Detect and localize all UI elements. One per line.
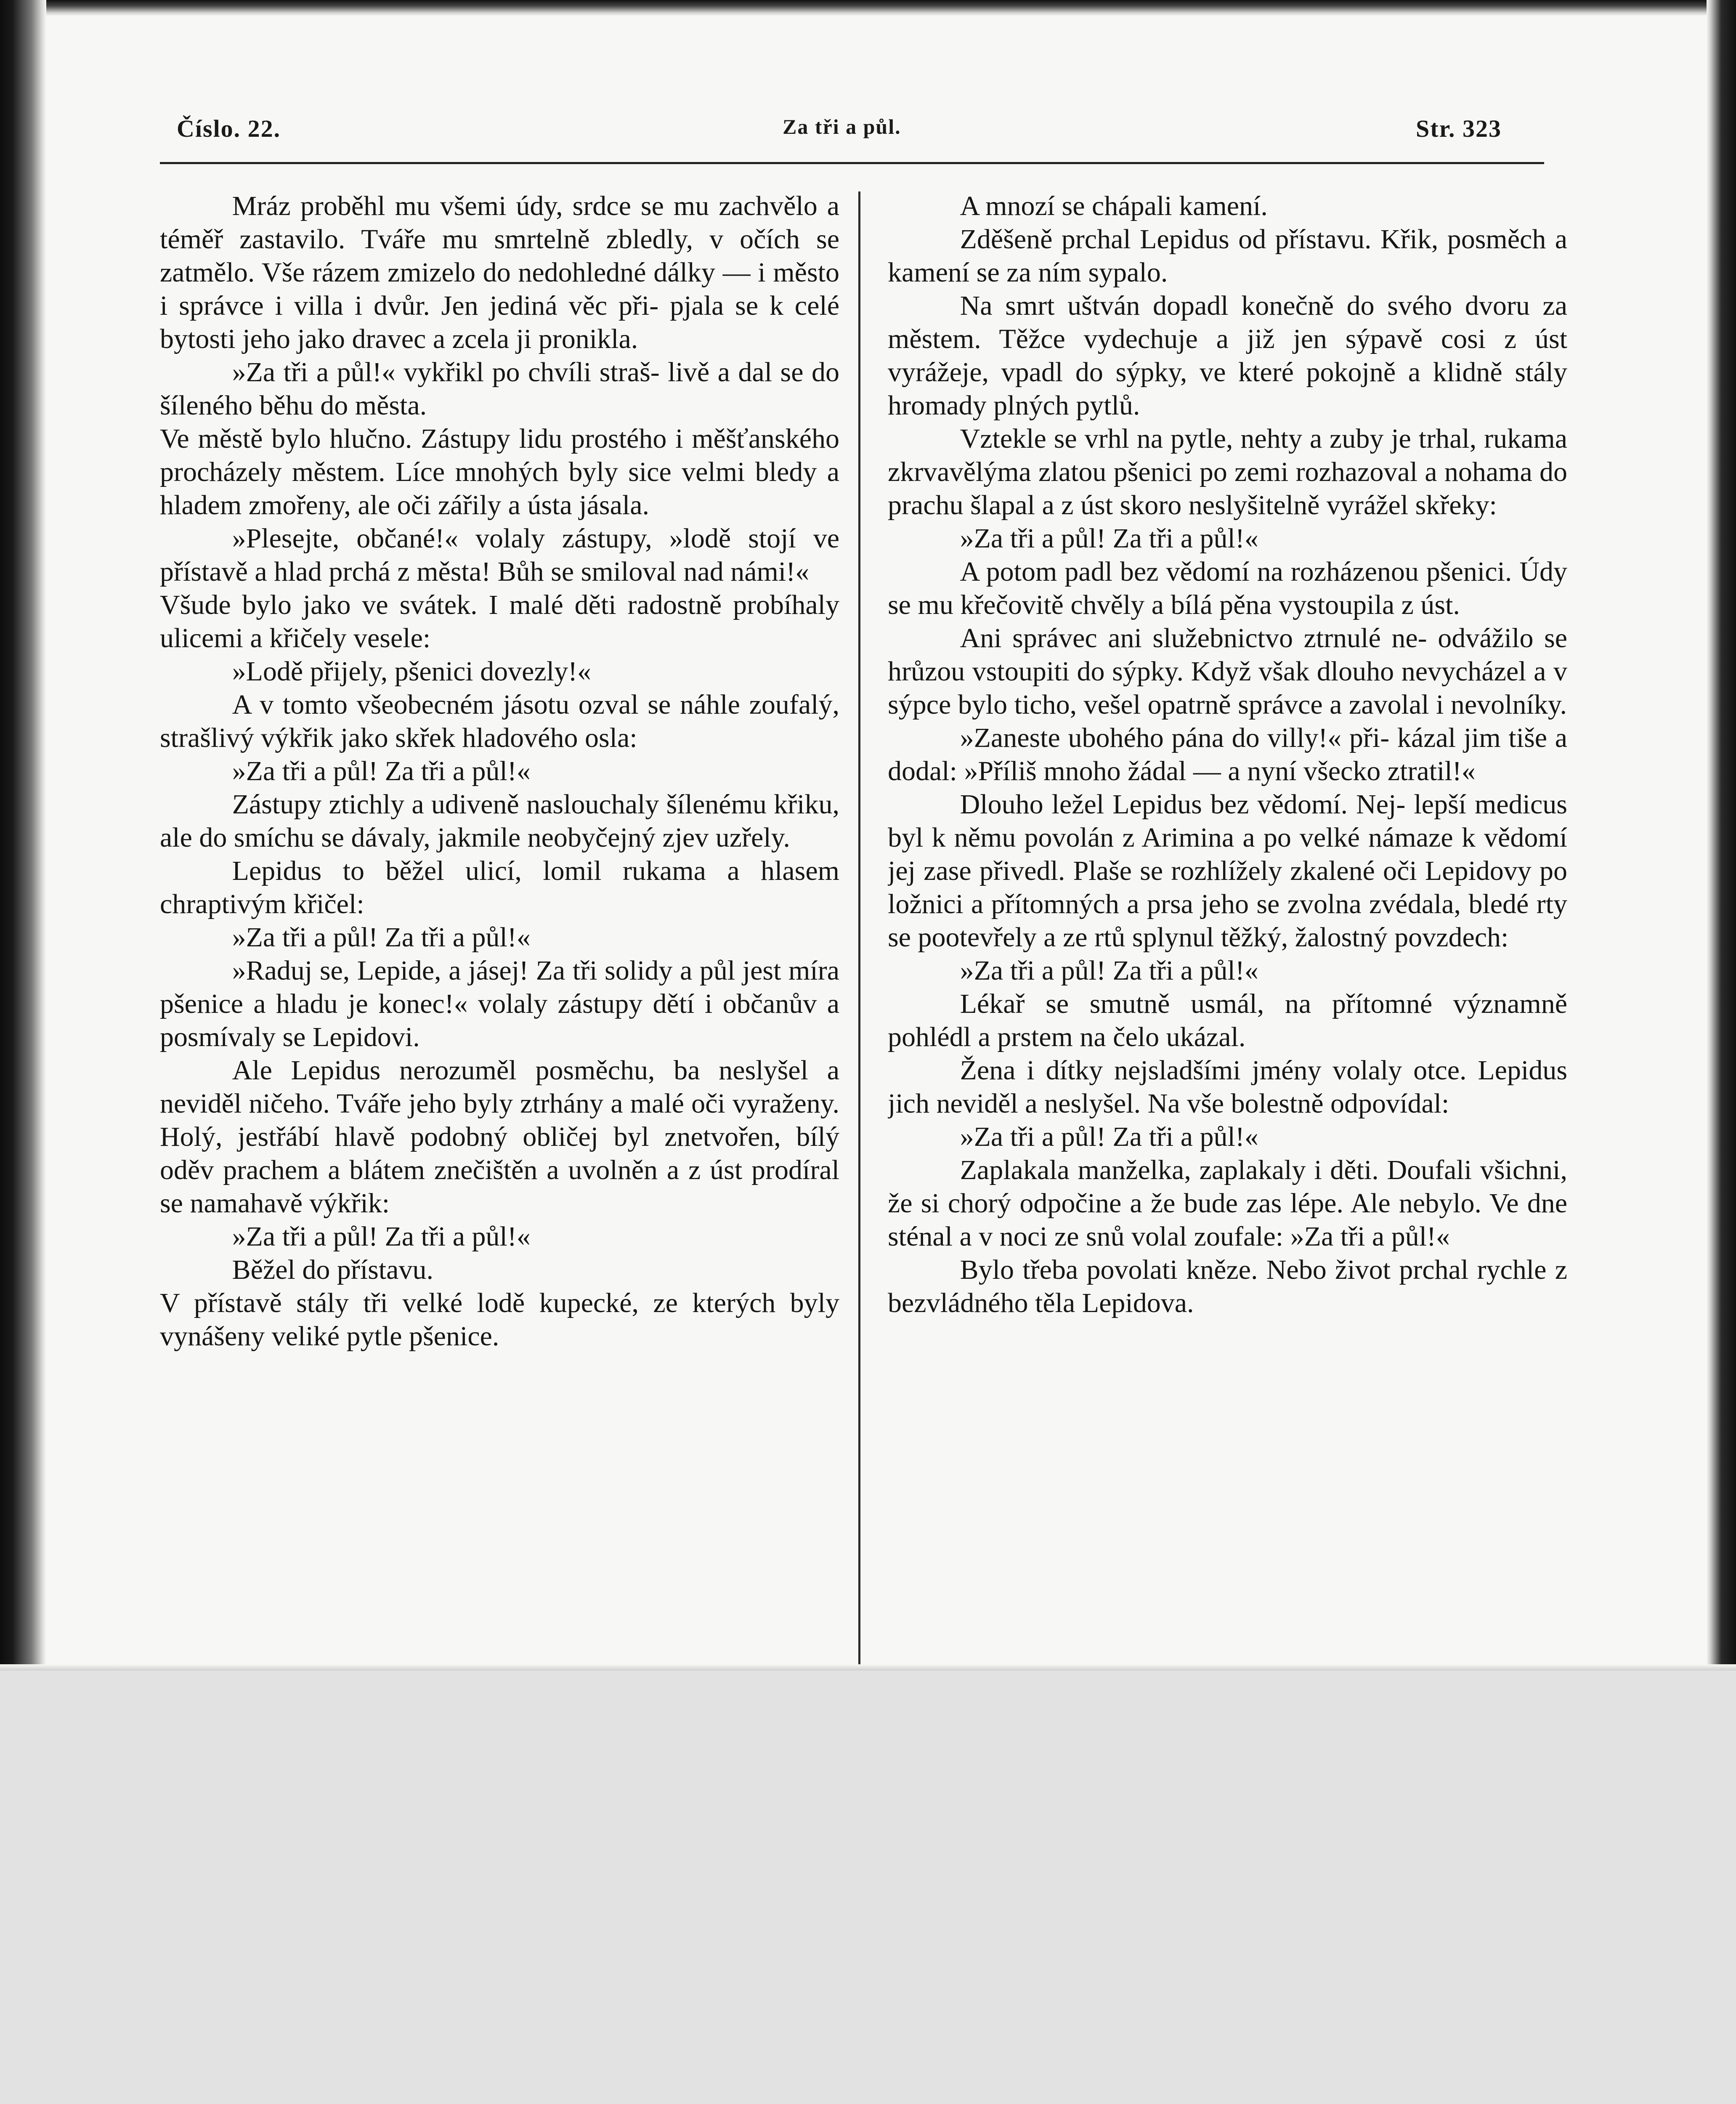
page-edge-shadow-left [0, 0, 46, 1671]
paragraph: V přístavě stály tři velké lodě kupecké, ze kterých byly vynášeny veliké pytle pšenice. [160, 1288, 839, 1352]
paragraph: A potom padl bez vědomí na rozházenou pšenici. Údy se mu křečovitě chvěly a bílá pěna vystoupila z úst. [888, 556, 1567, 620]
paragraph: »Za tři a půl! Za tři a půl!« [960, 955, 1258, 986]
paragraph: »Zaneste ubohého pána do villy!« při- kázal jim tiše a dodal: »Příliš mnoho žádal — a nyní všecko ztratil!« [888, 723, 1567, 786]
page-edge-shadow-right [1707, 0, 1736, 1671]
paragraph: »Raduj se, Lepide, a jásej! Za tři solidy a půl jest míra pšenice a hladu je konec!« volaly zástupy dětí i občanův a posmívaly se Lepidovi. [160, 955, 839, 1052]
paragraph: Ani správec ani služebnictvo ztrnulé ne- odvážilo se hrůzou vstoupiti do sýpky. Když však dlouho nevycházel a v sýpce bylo ticho, vešel opatrně správce a zavolal i nevolníky. [888, 623, 1567, 720]
paragraph: Mráz proběhl mu všemi údy, srdce se mu zachvělo a téměř zastavilo. Tváře mu smrtelně zbledly, v očích se zatmělo. Vše rázem zmizelo do nedohledné dálky — i město i správce i villa i dvůr. Jen jediná věc při- pjala se k celé bytosti jeho jako dravec a zcela ji pronikla. [160, 191, 839, 354]
paragraph: »Za tři a půl! Za tři a půl!« [960, 1121, 1258, 1152]
paragraph: »Za tři a půl!« vykřikl po chvíli straš- livě a dal se do šíleného běhu do města. [160, 357, 839, 421]
paragraph: Na smrt uštván dopadl konečně do svého dvoru za městem. Těžce vydechuje a již jen sýpavě cosi z úst vyrážeje, vpadl do sýpky, ve které pokojně a klidně stály hromady plných pytlů. [888, 290, 1567, 421]
page-number: Str. 323 [1416, 115, 1502, 142]
paragraph: Bylo třeba povolati kněze. Nebo život prchal rychle z bezvládného těla Lepidova. [888, 1254, 1567, 1318]
text-column-left [160, 189, 839, 1671]
paragraph: Všude bylo jako ve svátek. I malé děti radostně probíhaly ulicemi a křičely vesele: [160, 590, 839, 654]
paragraph: Lepidus to běžel ulicí, lomil rukama a hlasem chraptivým křičel: [160, 855, 839, 919]
paragraph: A v tomto všeobecném jásotu ozval se náhle zoufalý, strašlivý výkřik jako skřek hladového osla: [160, 689, 839, 753]
paragraph: »Za tři a půl! Za tři a půl!« [232, 1221, 531, 1252]
paragraph: Vztekle se vrhl na pytle, nehty a zuby je trhal, rukama zkrvavělýma zlatou pšenici po zemi rozhazoval a nohama do prachu šlapal a z úst skoro neslyšitelně vyrážel skřeky: [888, 423, 1567, 521]
paragraph: Zaplakala manželka, zaplakaly i děti. Doufali všichni, že si chorý odpočine a že bude zas lépe. Ale nebylo. Ve dne sténal a v noci ze snů volal zoufale: »Za tři a půl!« [888, 1155, 1567, 1252]
header-rule [160, 162, 1544, 164]
paragraph: A mnozí se chápali kamení. [960, 191, 1268, 221]
paragraph: Ale Lepidus nerozuměl posměchu, ba neslyšel a neviděl ničeho. Tváře jeho byly ztrhány a malé oči vyraženy. Holý, jestřábí hlavě podobný obličej byl znetvořen, bílý oděv prachem a blátem znečištěn a uvolněn a z úst prodíral se namahavě výkřik: [160, 1055, 839, 1219]
page-edge-shadow-top [0, 0, 1736, 16]
issue-number: Číslo. 22. [177, 115, 281, 142]
paragraph: »Plesejte, občané!« volaly zástupy, »lodě stojí ve přístavě a hlad prchá z města! Bůh se smiloval nad námi!« [160, 523, 839, 587]
paragraph: »Za tři a půl! Za tři a půl!« [232, 756, 531, 786]
paragraph: Běžel do přístavu. [232, 1254, 433, 1285]
paragraph: Dlouho ležel Lepidus bez vědomí. Nej- lepší medicus byl k němu povolán z Arimina a po velké námaze k vědomí jej zase přivedl. Plaše se rozhlížely zkalené oči Lepidovy po ložnici a přítomných a prsa jeho se zvolna zvédala, bledé rty se pootevřely a ze rtů splynul těžký, žalostný povzdech: [888, 789, 1567, 953]
running-title: Za tři a půl. [783, 115, 901, 138]
paragraph: Žena i dítky nejsladšími jmény volaly otce. Lepidus jich neviděl a neslyšel. Na vše bolestně odpovídal: [888, 1055, 1567, 1119]
page-cut-edge [0, 1664, 1736, 1671]
paragraph: »Za tři a půl! Za tři a půl!« [960, 523, 1258, 554]
paragraph: »Za tři a půl! Za tři a půl!« [232, 922, 531, 953]
column-divider [858, 191, 860, 1671]
paragraph: Ve městě bylo hlučno. Zástupy lidu prostého i měšťanského procházely městem. Líce mnohých byly sice velmi bledy a hladem zmořeny, ale oči zářily a ústa jásala. [160, 423, 839, 521]
paragraph: »Lodě přijely, pšenici dovezly!« [232, 656, 592, 687]
text-column-right [888, 189, 1567, 1671]
paragraph: Zděšeně prchal Lepidus od přístavu. Křik, posměch a kamení se za ním sypalo. [888, 224, 1567, 288]
paragraph: Zástupy ztichly a udiveně naslouchaly šílenému křiku, ale do smíchu se dávaly, jakmile neobyčejný zjev uzřely. [160, 789, 839, 853]
paragraph: Lékař se smutně usmál, na přítomné významně pohlédl a prstem na čelo ukázal. [888, 988, 1567, 1052]
